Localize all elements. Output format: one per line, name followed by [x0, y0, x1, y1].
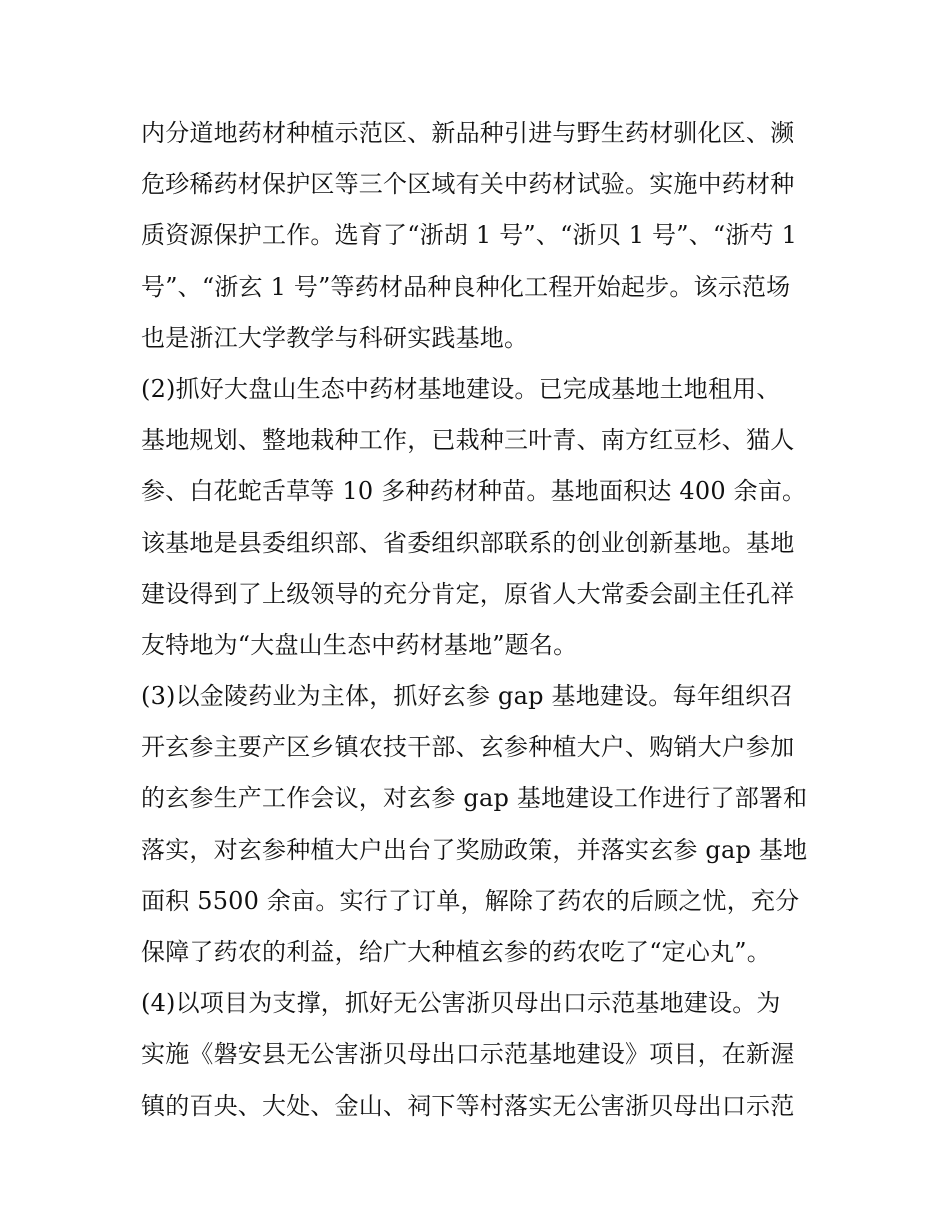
text-line: (3)以金陵药业为主体，抓好玄参 gap 基地建设。每年组织召 — [141, 682, 794, 711]
text-line: 实施《磐安县无公害浙贝母出口示范基地建设》项目，在新渥 — [141, 1040, 795, 1069]
text-line: 保障了药农的利益，给广大种植玄参的药农吃了“定心丸”。 — [141, 938, 771, 966]
text-line: 落实，对玄参种植大户出台了奖励政策，并落实玄参 gap 基地 — [141, 835, 808, 864]
text-line: 参、白花蛇舌草等 10 多种药材种苗。基地面积达 400 余亩。 — [141, 477, 807, 506]
text-line: 基地规划、整地栽种工作，已栽种三叶青、南方红豆杉、猫人 — [141, 426, 795, 455]
body-text — [141, 108, 821, 1132]
text-line: 的玄参生产工作会议，对玄参 gap 基地建设工作进行了部署和 — [141, 784, 808, 813]
text-line: 危珍稀药材保护区等三个区域有关中药材试验。实施中药材种 — [141, 170, 795, 199]
text-line: 开玄参主要产区乡镇农技干部、玄参种植大户、购销大户参加 — [141, 733, 795, 762]
text-line: (2)抓好大盘山生态中药材基地建设。已完成基地土地租用、 — [141, 374, 781, 403]
text-line: 内分道地药材种植示范区、新品种引进与野生药材驯化区、濒 — [141, 119, 795, 147]
text-line: 镇的百央、大处、金山、祠下等村落实无公害浙贝母出口示范 — [141, 1091, 795, 1120]
text-line: (4)以项目为支撑，抓好无公害浙贝母出口示范基地建设。为 — [141, 989, 781, 1018]
text-line: 也是浙江大学教学与科研实践基地。 — [141, 323, 529, 352]
text-line: 友特地为“大盘山生态中药材基地”题名。 — [141, 630, 578, 659]
text-line: 该基地是县委组织部、省委组织部联系的创业创新基地。基地 — [141, 528, 795, 557]
text-line: 号”、“浙玄 1 号”等药材品种良种化工程开始起步。该示范场 — [141, 272, 791, 301]
text-line: 建设得到了上级领导的充分肯定，原省人大常委会副主任孔祥 — [141, 579, 795, 608]
text-line: 面积 5500 余亩。实行了订单，解除了药农的后顾之忧，充分 — [141, 886, 800, 915]
text-line: 质资源保护工作。选育了“浙胡 1 号”、“浙贝 1 号”、“浙芍 1 — [141, 221, 798, 250]
